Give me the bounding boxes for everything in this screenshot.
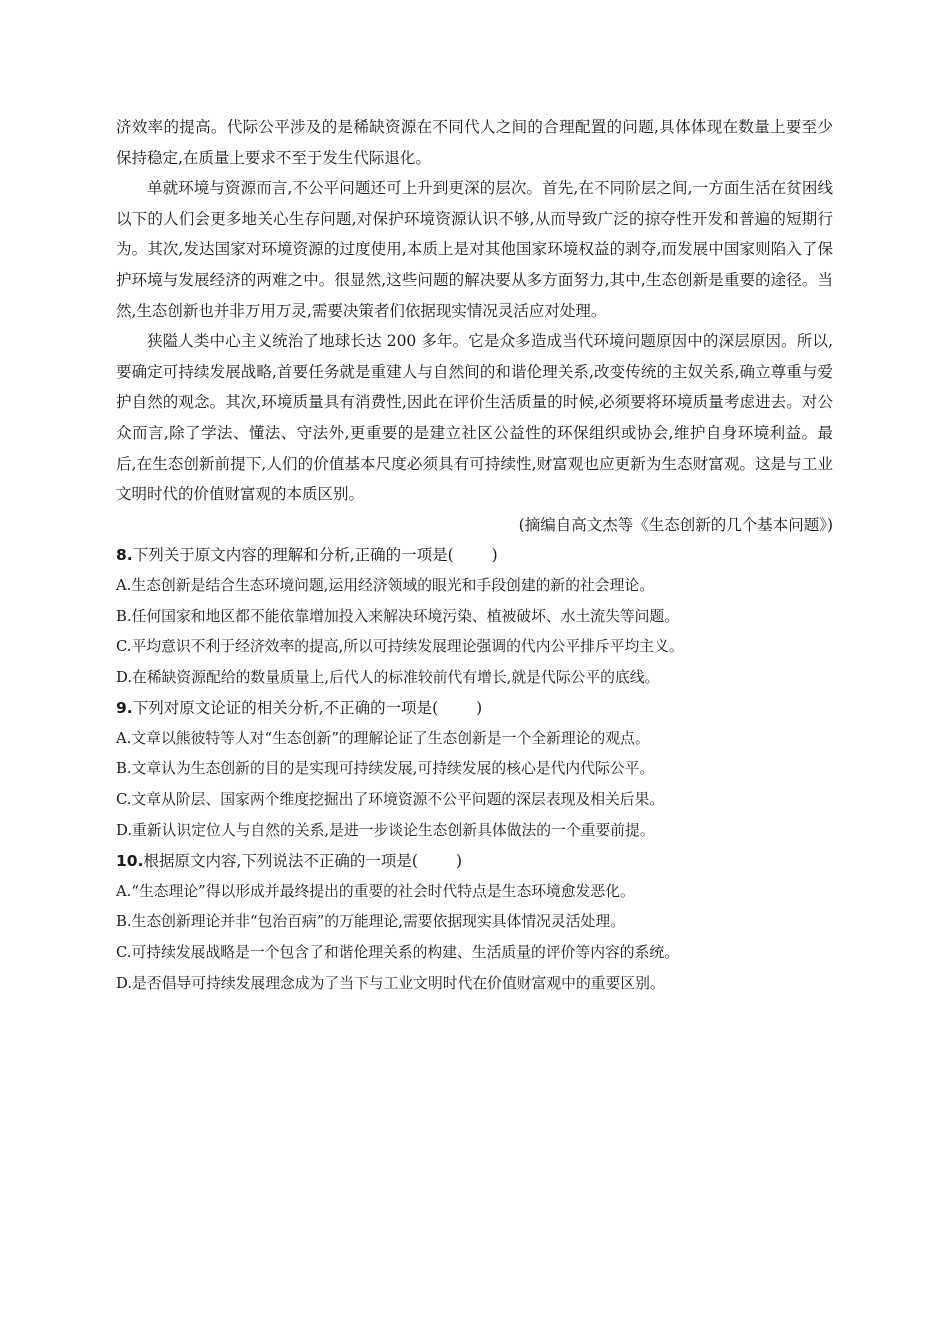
question-9 — [116, 693, 833, 846]
question-stem — [116, 693, 833, 724]
option-b: B.生态创新理论并非“包治百病”的万能理论,需要依据现实具体情况灵活处理。 — [116, 913, 625, 931]
question-8 — [116, 540, 833, 693]
question-stem — [116, 540, 833, 571]
option-c: C.可持续发展战略是一个包含了和谐伦理关系的构建、生活质量的评价等内容的系统。 — [116, 944, 679, 962]
passage — [116, 112, 833, 540]
question-text: 下列对原文论证的相关分析,不正确的一项是( — [132, 699, 439, 718]
document-page — [116, 112, 833, 999]
passage-paragraph-1: 济效率的提高。代际公平涉及的是稀缺资源在不同代人之间的合理配置的问题,具体体现在数量上要至少保持稳定,在质量上要求不至于发生代际退化。 — [116, 118, 833, 167]
option-b: B.任何国家和地区都不能依靠增加投入来解决环境污染、植被破坏、水土流失等问题。 — [116, 607, 680, 625]
question-number: 8. — [116, 546, 133, 565]
question-text: 根据原文内容,下列说法不正确的一项是( — [143, 852, 418, 871]
question-close-paren: ) — [476, 699, 483, 718]
question-close-paren: ) — [491, 546, 498, 565]
passage-paragraph-3: 狭隘人类中心主义统治了地球长达 200 多年。它是众多造成当代环境问题原因中的深层原因。所以,要确定可持续发展战略,首要任务就是重建人与自然间的和谐伦理关系,改变传统的主奴关系,确立尊重与爱护自然的观念。其次,环境质量具有消费性,因此在评价生活质量的时候,必须要将环境质量考虑进去。对公众而言,除了学法、懂法、守法外,更重要的是建立社区公益性的环保组织或协会,维护自身环境利益。最后,在生态创新前提下,人们的价值基本尺度必须具有可持续性,财富观也应更新为生态财富观。这是与工业文明时代的价值财富观的本质区别。 — [116, 332, 833, 504]
option-c: C.平均意识不利于经济效率的提高,所以可持续发展理论强调的代内公平排斥平均主义。 — [116, 638, 684, 656]
option-d: D.重新认识定位人与自然的关系,是进一步谈论生态创新具体做法的一个重要前提。 — [116, 821, 655, 839]
option-d: D.在稀缺资源配给的数量质量上,后代人的标准较前代有增长,就是代际公平的底线。 — [116, 668, 660, 686]
question-number: 10. — [116, 852, 144, 871]
question-stem — [116, 846, 833, 877]
option-a: A.生态创新是结合生态环境问题,运用经济领域的眼光和手段创建的新的社会理论。 — [116, 576, 654, 594]
option-a: A.文章以熊彼特等人对“生态创新”的理解论证了生态创新是一个全新理论的观点。 — [116, 729, 650, 747]
question-text: 下列关于原文内容的理解和分析,正确的一项是( — [132, 546, 454, 565]
option-c: C.文章从阶层、国家两个维度挖掘出了环境资源不公平问题的深层表现及相关后果。 — [116, 791, 665, 809]
question-close-paren: ) — [455, 852, 463, 871]
question-number: 9. — [116, 699, 133, 718]
question-10 — [116, 846, 833, 999]
passage-source: (摘编自高文杰等《生态创新的几个基本问题》) — [518, 515, 833, 534]
option-a: A.“生态理论”得以形成并最终提出的重要的社会时代特点是生态环境愈发恶化。 — [116, 882, 635, 900]
passage-paragraph-2: 单就环境与资源而言,不公平问题还可上升到更深的层次。首先,在不同阶层之间,一方面生活在贫困线以下的人们会更多地关心生存问题,对保护环境资源认识不够,从而导致广泛的掠夺性开发和普遍的短期行为。其次,发达国家对环境资源的过度使用,本质上是对其他国家环境权益的剥夺,而发展中国家则陷入了保护环境与发展经济的两难之中。很显然,这些问题的解决要从多方面努力,其中,生态创新是重要的途径。当然,生态创新也并非万用万灵,需要决策者们依据现实情况灵活应对处理。 — [116, 179, 833, 320]
option-d: D.是否倡导可持续发展理念成为了当下与工业文明时代在价值财富观中的重要区别。 — [116, 974, 665, 992]
option-b: B.文章认为生态创新的目的是实现可持续发展,可持续发展的核心是代内代际公平。 — [116, 760, 655, 778]
